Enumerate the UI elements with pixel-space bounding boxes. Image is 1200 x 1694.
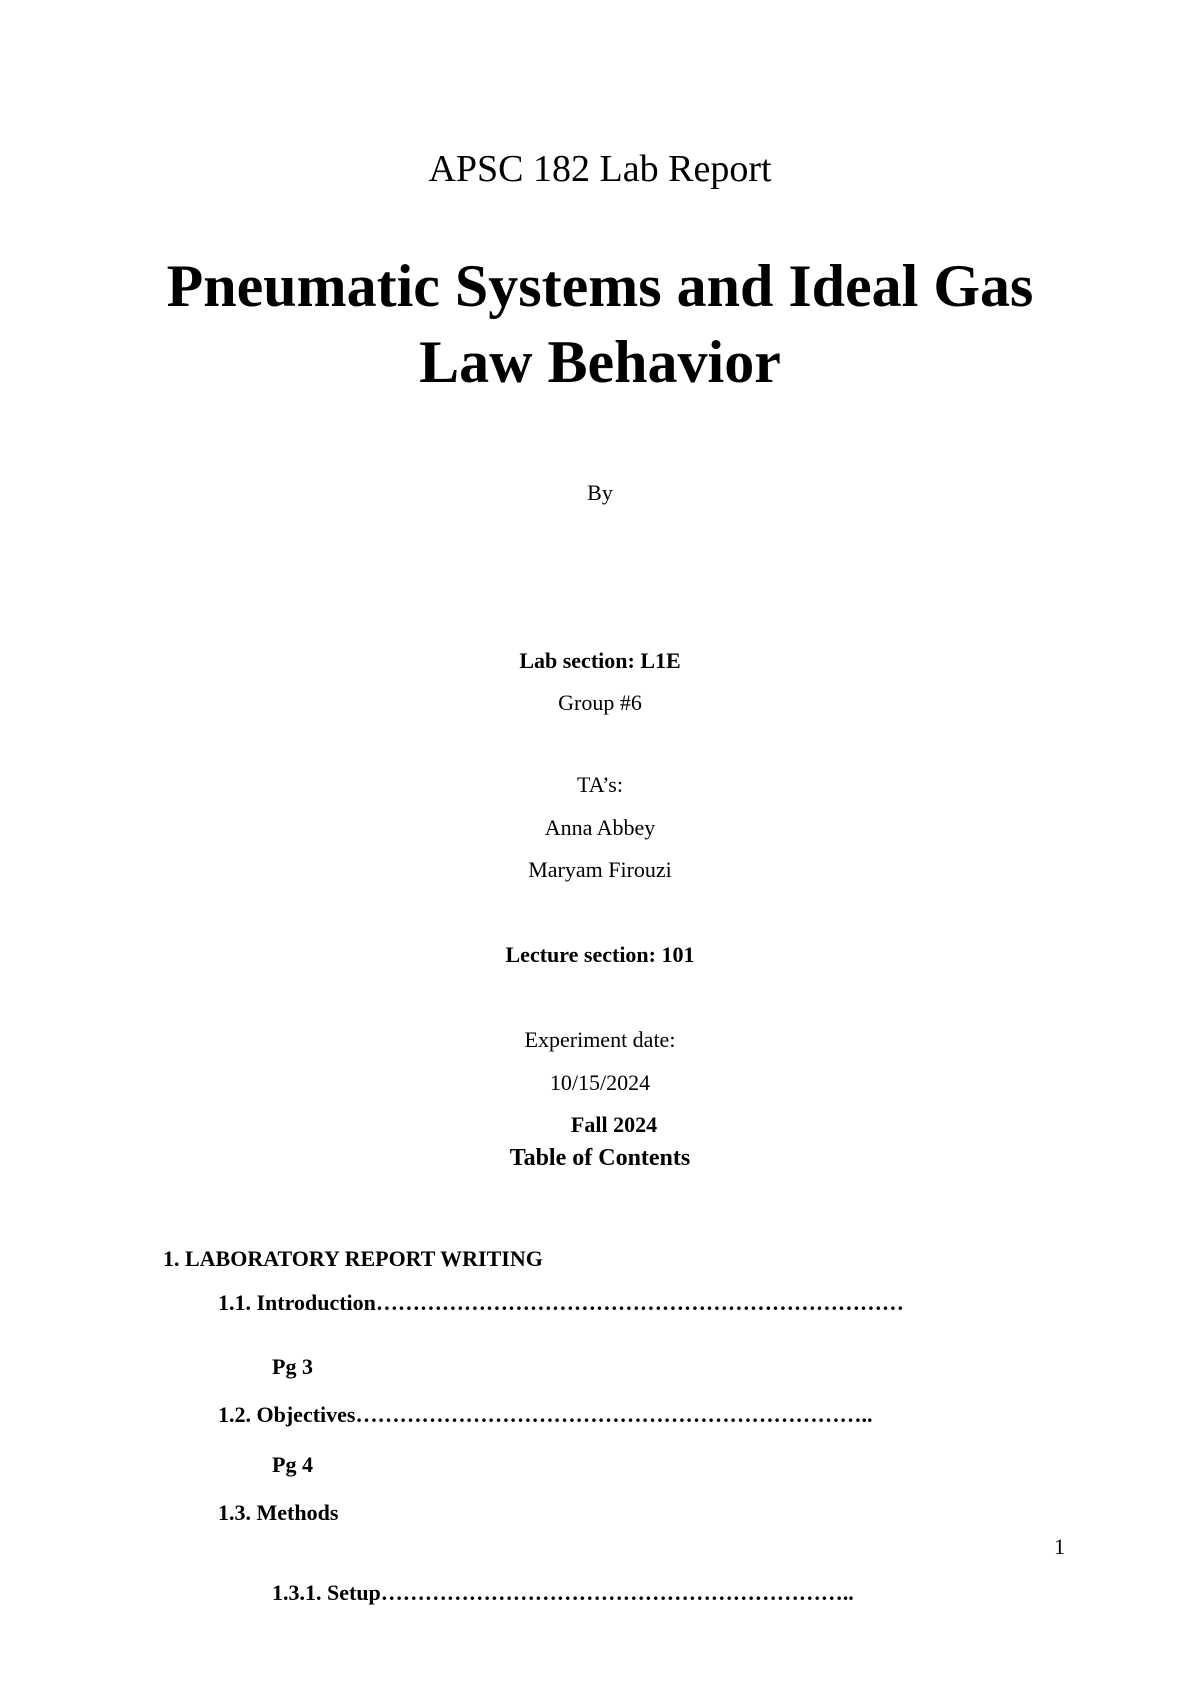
toc-introduction-page: Pg 3 — [272, 1354, 313, 1379]
page-number: 1 — [1054, 1534, 1065, 1559]
experiment-date-label: Experiment date: — [524, 1027, 676, 1052]
toc-setup: 1.3.1. Setup……………………………………………………….. — [272, 1580, 854, 1605]
group-number: Group #6 — [558, 690, 642, 715]
toc-title: Table of Contents — [509, 1145, 691, 1171]
tas-label: TA’s: — [577, 772, 623, 797]
ta-name-2: Maryam Firouzi — [528, 857, 672, 882]
toc-section-1: 1. LABORATORY REPORT WRITING — [163, 1246, 543, 1271]
ta-name-1: Anna Abbey — [544, 815, 656, 840]
toc-introduction: 1.1. Introduction……………………………………………………………… — [218, 1290, 904, 1315]
toc-objectives: 1.2. Objectives…………………………………………………………….. — [218, 1402, 873, 1427]
report-title — [0, 248, 1200, 400]
course-title: APSC 182 Lab Report — [428, 148, 772, 190]
by-label: By — [587, 480, 613, 505]
toc-methods: 1.3. Methods — [218, 1500, 339, 1525]
report-title-line-1: Pneumatic Systems and Ideal Gas — [166, 253, 1034, 319]
term: Fall 2024 — [570, 1112, 658, 1137]
lab-section: Lab section: L1E — [519, 648, 681, 673]
toc-objectives-page: Pg 4 — [272, 1452, 313, 1477]
report-title-line-2: Law Behavior — [419, 329, 781, 395]
lecture-section: Lecture section: 101 — [505, 942, 695, 967]
experiment-date: 10/15/2024 — [549, 1070, 651, 1095]
